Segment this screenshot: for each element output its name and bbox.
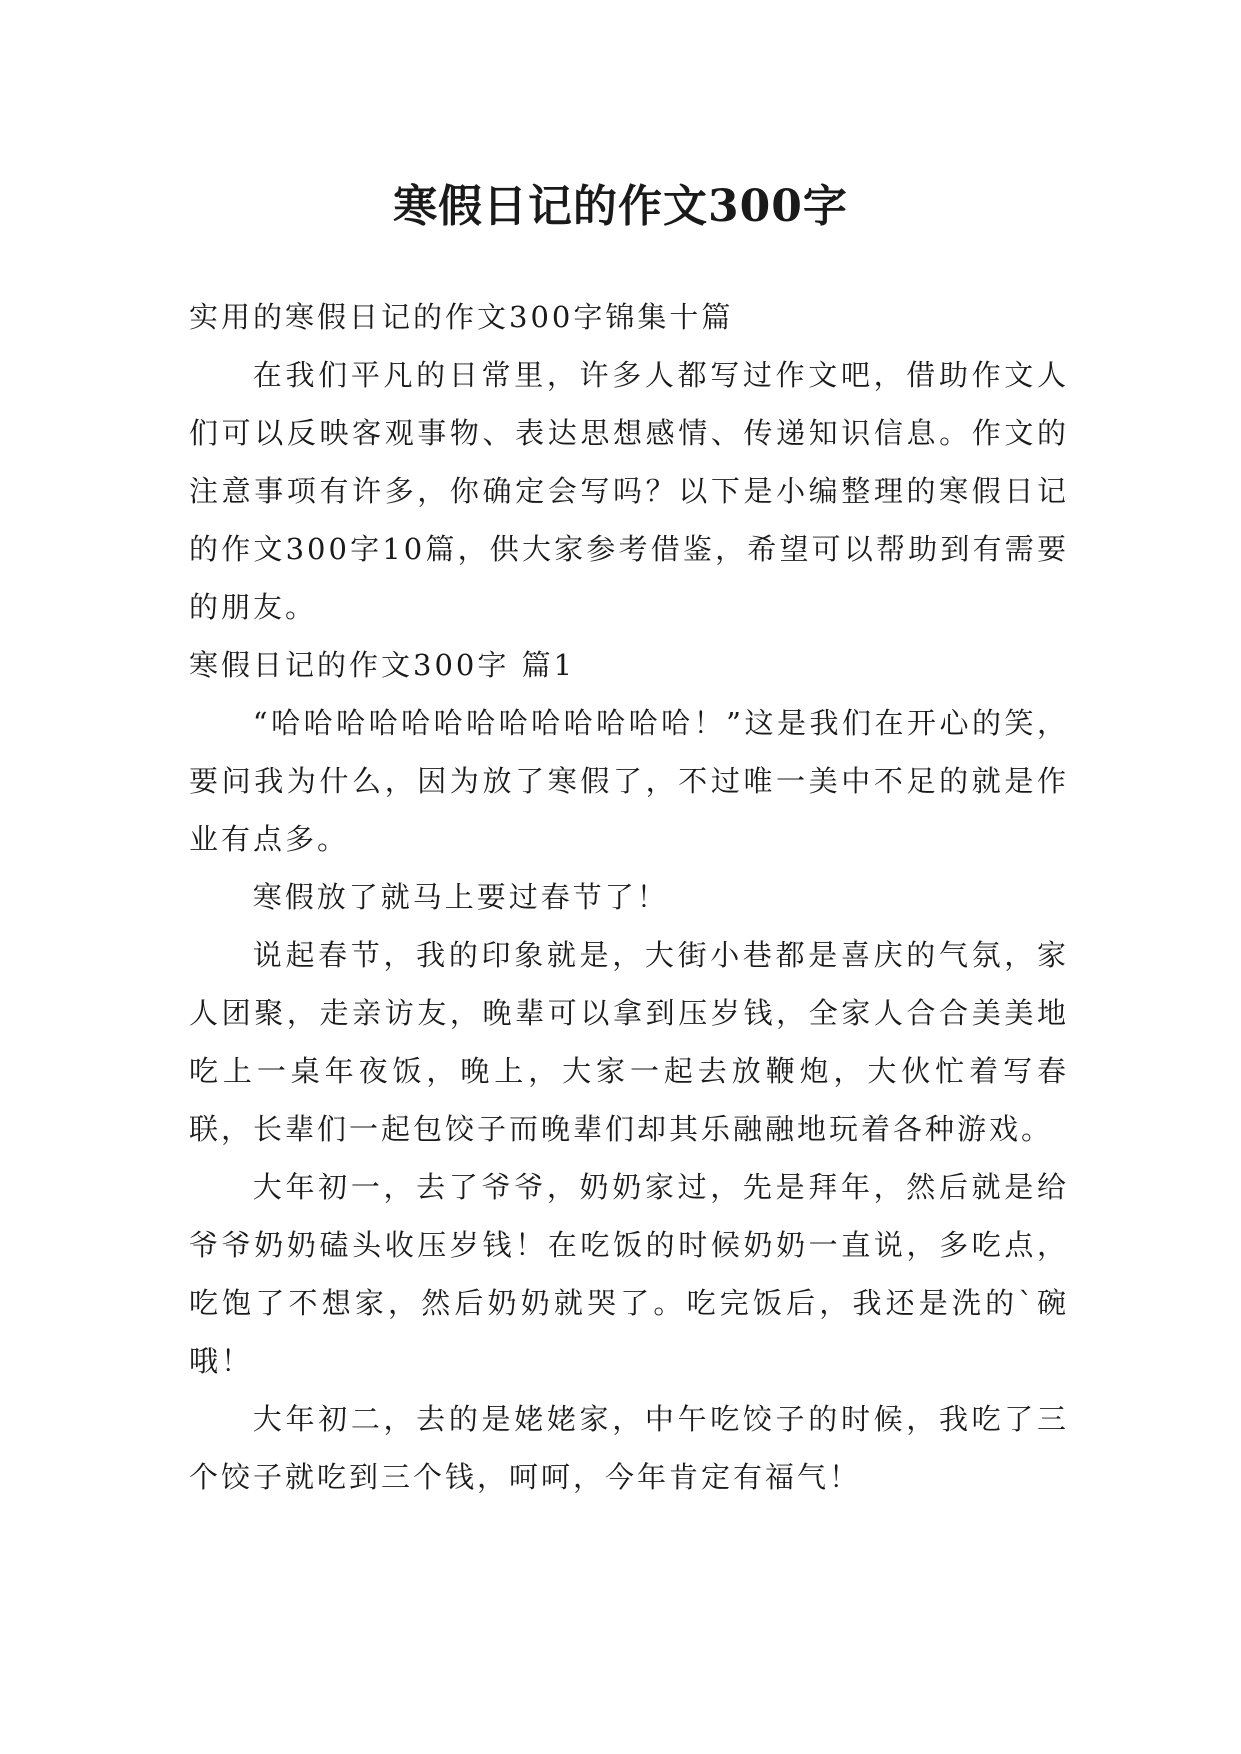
- intro-paragraph: 在我们平凡的日常里，许多人都写过作文吧，借助作文人们可以反映客观事物、表达思想感情、传递知识信息。作文的注意事项有许多，你确定会写吗？以下是小编整理的寒假日记的作文300字10篇，供大家参考借鉴，希望可以帮助到有需要的朋友。: [189, 358, 1069, 624]
- document-title: 寒假日记的作文300字: [393, 181, 848, 233]
- body-paragraph: “哈哈哈哈哈哈哈哈哈哈哈哈哈！”这是我们在开心的笑，要问我为什么，因为放了寒假了，不过唯一美中不足的就是作业有点多。: [189, 706, 1069, 856]
- document-body: [189, 288, 1069, 1506]
- section-heading: 寒假日记的作文300字 篇1: [189, 648, 576, 682]
- body-paragraph: 大年初一，去了爷爷，奶奶家过，先是拜年，然后就是给爷爷奶奶磕头收压岁钱！在吃饭的时候奶奶一直说，多吃点，吃饱了不想家，然后奶奶就哭了。吃完饭后，我还是洗的`碗哦！: [189, 1170, 1069, 1378]
- body-paragraph: 大年初二，去的是姥姥家，中午吃饺子的时候，我吃了三个饺子就吃到三个钱，呵呵，今年肯定有福气！: [189, 1402, 1069, 1494]
- document-subtitle: 实用的寒假日记的作文300字锦集十篇: [189, 300, 734, 334]
- body-paragraph: 说起春节，我的印象就是，大街小巷都是喜庆的气氛，家人团聚，走亲访友，晚辈可以拿到压岁钱，全家人合合美美地吃上一桌年夜饭，晚上，大家一起去放鞭炮，大伙忙着写春联，长辈们一起包饺子而晚辈们却其乐融融地玩着各种游戏。: [189, 938, 1069, 1146]
- body-paragraph: 寒假放了就马上要过春节了！: [252, 880, 669, 914]
